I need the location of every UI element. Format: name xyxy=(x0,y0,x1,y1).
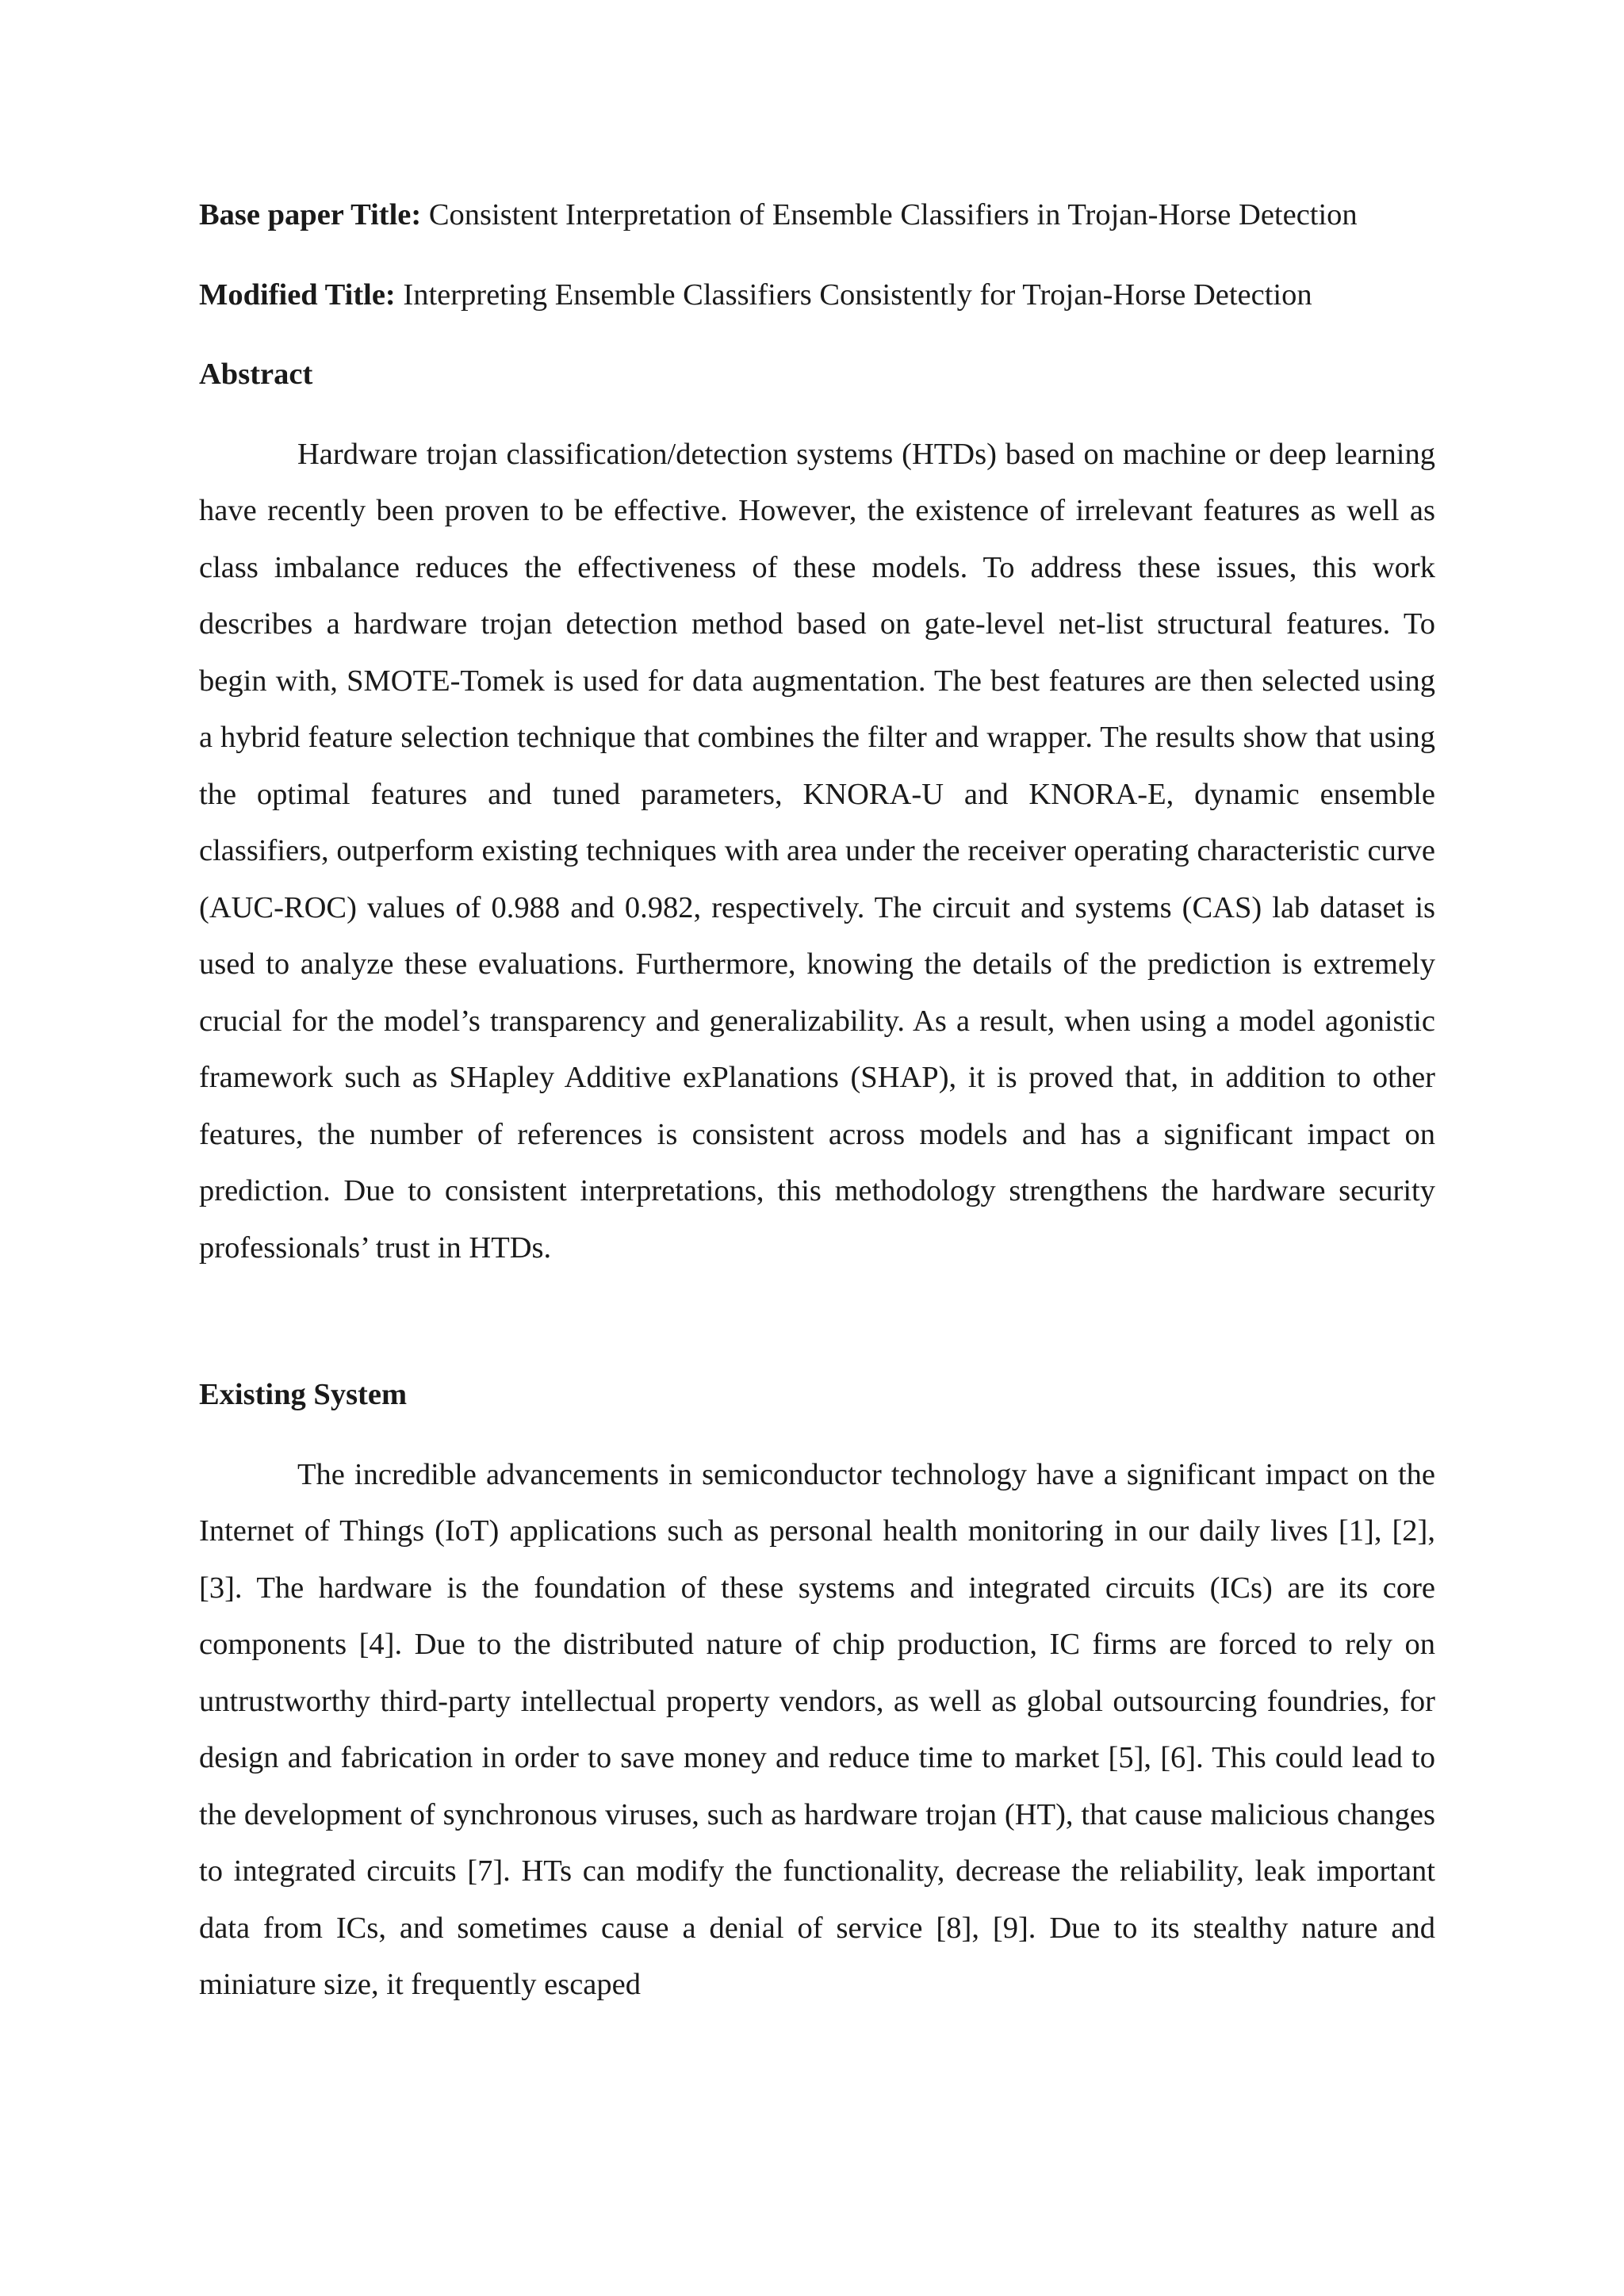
base-paper-title-label: Base paper Title: xyxy=(199,198,422,232)
document-content xyxy=(199,187,1435,2014)
modified-title xyxy=(199,267,1435,324)
base-paper-title xyxy=(199,187,1435,244)
base-paper-title-text: Consistent Interpretation of Ensemble Classifiers in Trojan-Horse Detection xyxy=(428,198,1358,232)
existing-system-body: The incredible advancements in semiconductor technology have a significant impact on the Internet of Things (IoT) applications such as personal health monitoring in our daily lives [1], [2], [3]. The hardware is the foundation of these systems and integrated circuits (ICs) are its core components [4]. Due to the distributed nature of chip production, IC firms are forced to rely on untrustworthy third-party intellectual property vendors, as well as global outsourcing foundries, for design and fabrication in order to save money and reduce time to market [5], [6]. This could lead to the development of synchronous viruses, such as hardware trojan (HT), that cause malicious changes to integrated circuits [7]. HTs can modify the functionality, decrease the reliability, leak important data from ICs, and sometimes cause a denial of service [8], [9]. Due to its stealthy nature and miniature size, it frequently escaped xyxy=(199,1457,1435,2001)
modified-title-label: Modified Title: xyxy=(199,277,396,312)
section-spacer xyxy=(199,1276,1435,1367)
abstract-heading: Abstract xyxy=(199,358,313,391)
modified-title-text: Interpreting Ensemble Classifiers Consistently for Trojan-Horse Detection xyxy=(403,277,1312,312)
existing-system-heading: Existing System xyxy=(199,1378,408,1411)
abstract-body: Hardware trojan classification/detection systems (HTDs) based on machine or deep learning have recently been proven to be effective. However, the existence of irrelevant features as well as class imbalance reduces the effectiveness of these models. To address these issues, this work describes a hardware trojan detection method based on gate-level net-list structural features. To begin with, SMOTE-Tomek is used for data augmentation. The best features are then selected using a hybrid feature selection technique that combines the filter and wrapper. The results show that using the optimal features and tuned parameters, KNORA-U and KNORA-E, dynamic ensemble classifiers, outperform existing techniques with area under the receiver operating characteristic curve (AUC-ROC) values of 0.988 and 0.982, respectively. The circuit and systems (CAS) lab dataset is used to analyze these evaluations. Furthermore, knowing the details of the prediction is extremely crucial for the model’s transparency and generalizability. As a result, when using a model agonistic framework such as SHapley Additive exPlanations (SHAP), it is proved that, in addition to other features, the number of references is consistent across models and has a significant impact on prediction. Due to consistent interpretations, this methodology strengthens the hardware security professionals’ trust in HTDs. xyxy=(199,437,1435,1265)
